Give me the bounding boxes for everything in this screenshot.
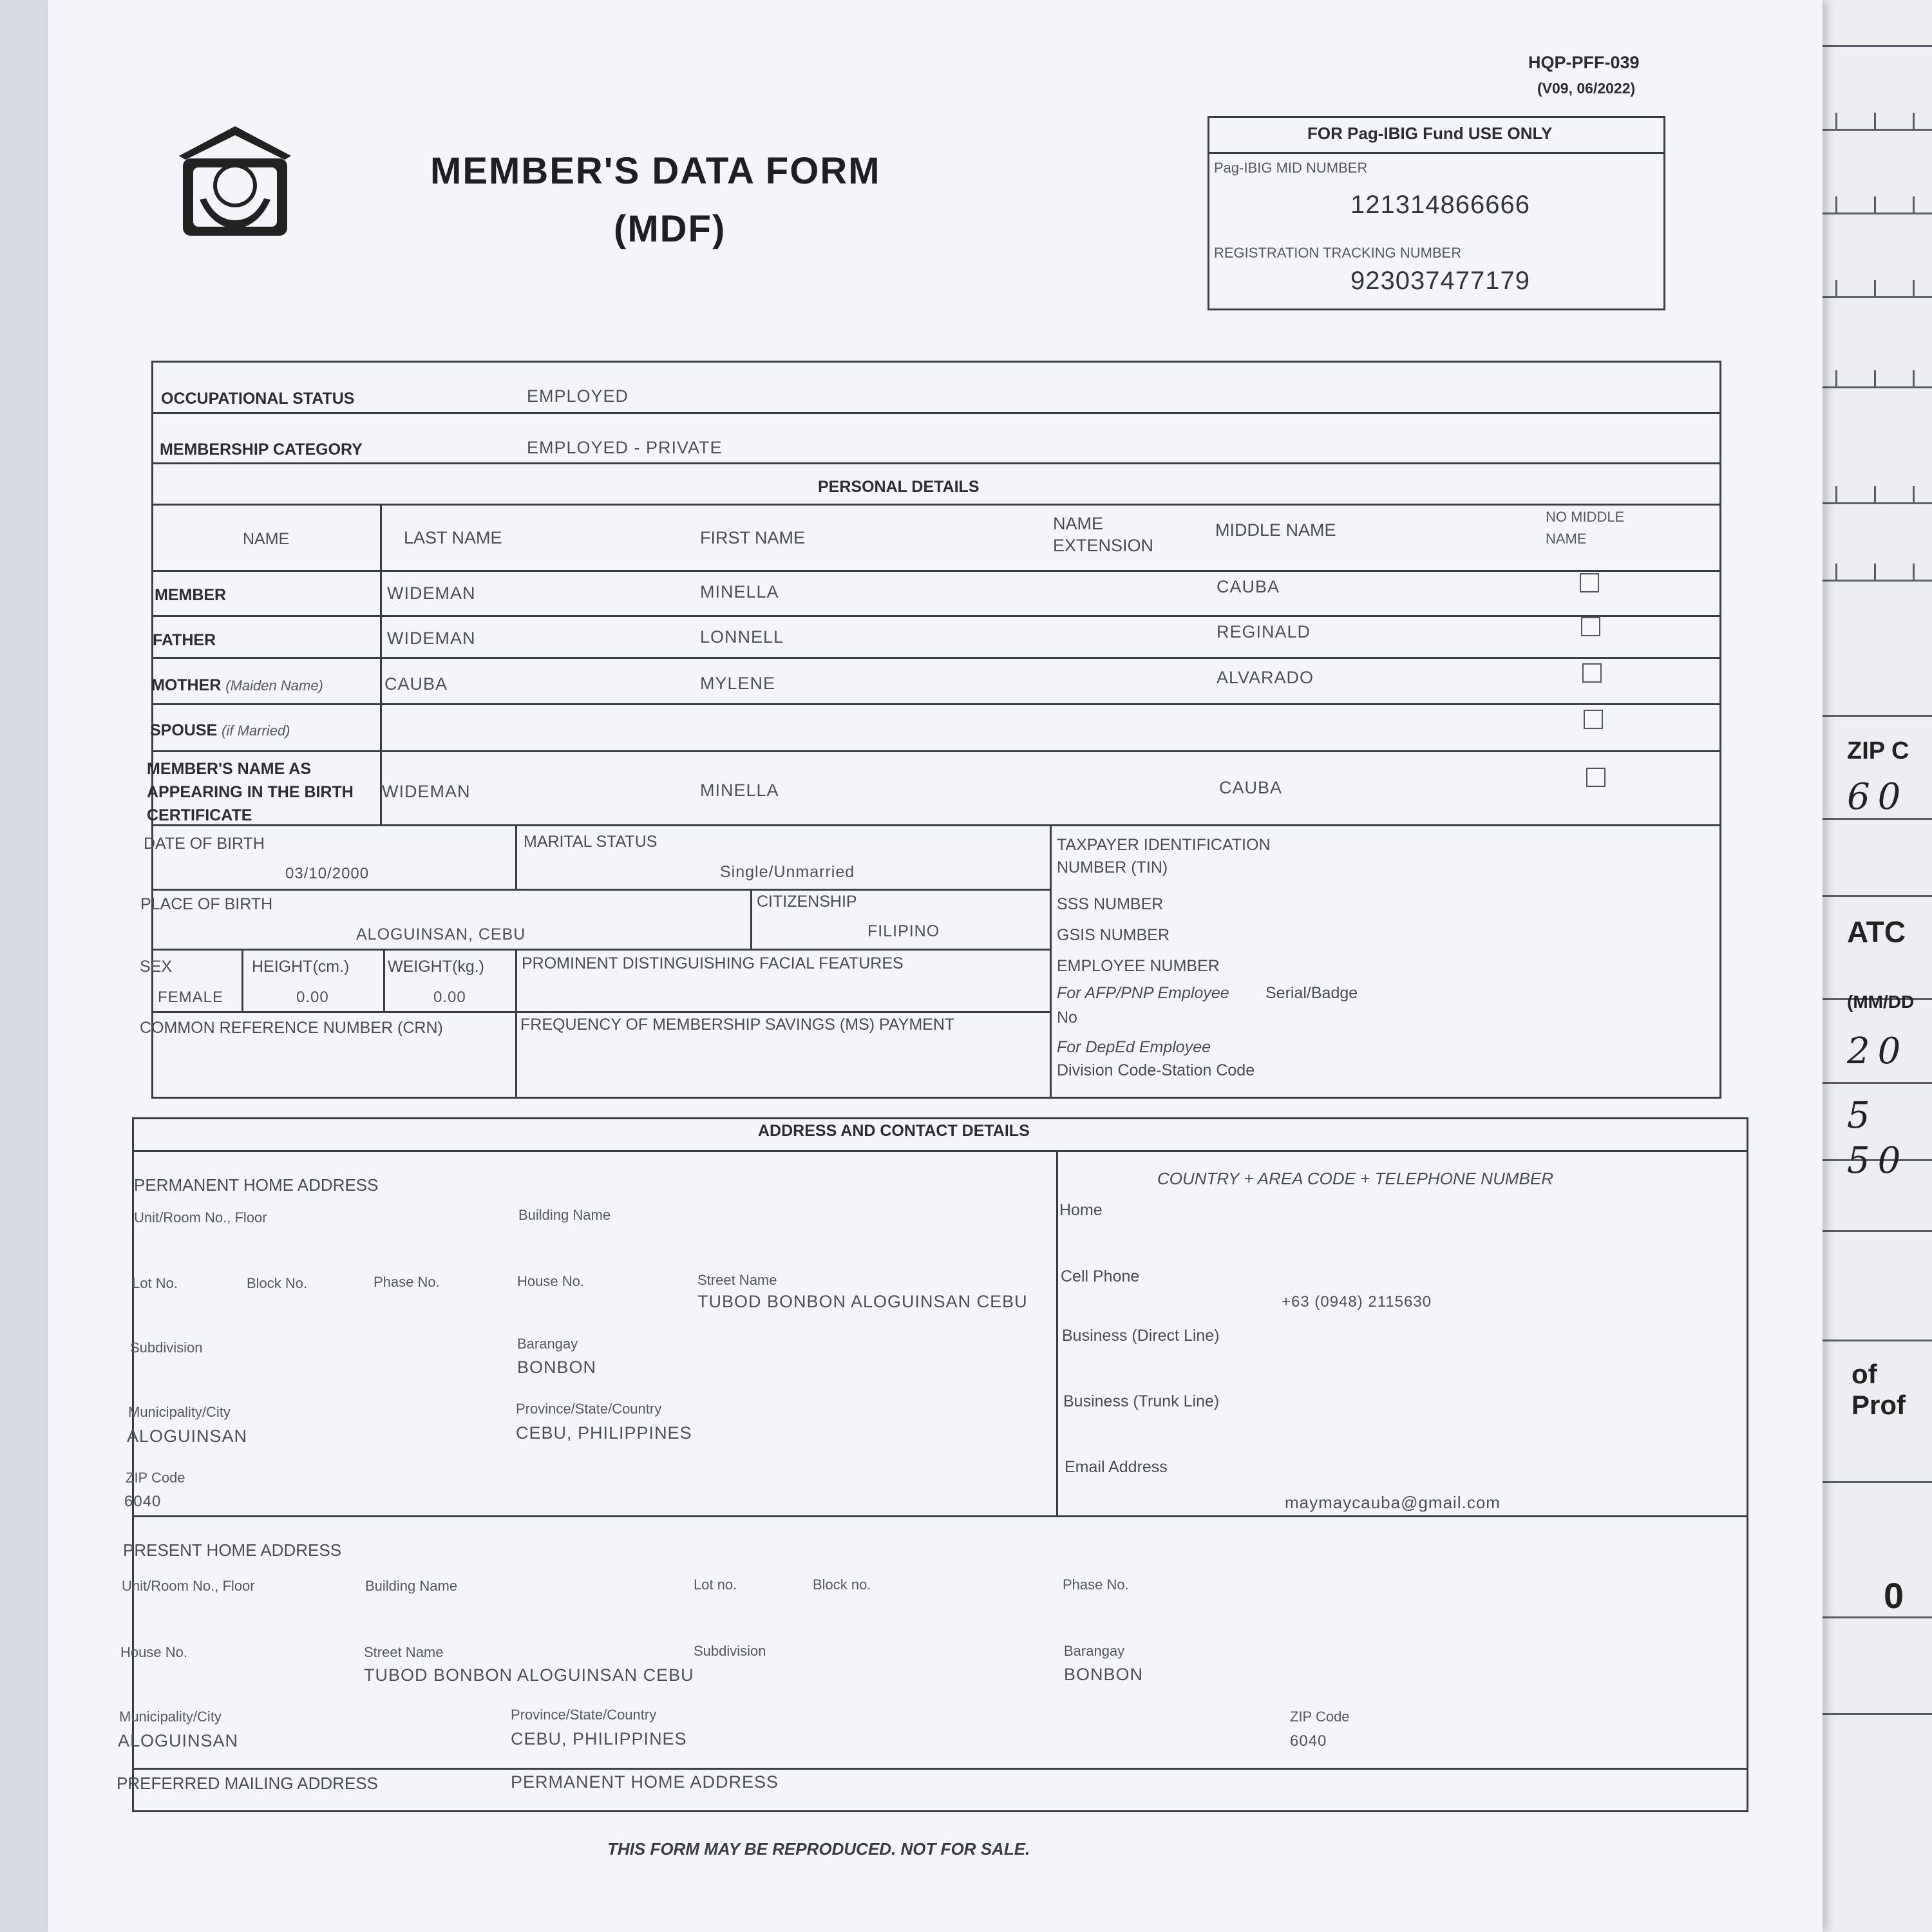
first-name-header: FIRST NAME — [700, 528, 806, 547]
member-last-name: WIDEMAN — [387, 583, 476, 603]
citizenship-value: FILIPINO — [867, 922, 940, 940]
mid-value: 121314866666 — [1350, 191, 1530, 219]
mother-first-name: MYLENE — [700, 674, 776, 693]
cell-phone-label: Cell Phone — [1061, 1267, 1140, 1285]
form-title: MEMBER'S DATA FORM — [430, 150, 881, 192]
perm-province-label: Province/State/Country — [516, 1401, 662, 1417]
pres-barangay-label: Barangay — [1064, 1643, 1125, 1659]
business-trunk-label: Business (Trunk Line) — [1063, 1392, 1220, 1410]
perm-lot-label: Lot No. — [132, 1275, 178, 1291]
pres-block-label: Block no. — [813, 1577, 871, 1593]
pres-unit-label: Unit/Room No., Floor — [122, 1578, 255, 1594]
form-version: (V09, 06/2022) — [1537, 80, 1636, 97]
pres-municipality-label: Municipality/City — [119, 1709, 222, 1725]
pres-street-label: Street Name — [364, 1644, 444, 1660]
pres-zip-value: 6040 — [1290, 1732, 1327, 1750]
bg-date-label: (MM/DD — [1847, 992, 1915, 1012]
perm-block-label: Block No. — [247, 1275, 308, 1291]
present-address-title: PRESENT HOME ADDRESS — [123, 1540, 342, 1560]
afp-pnp-label: For AFP/PNP Employee — [1057, 984, 1229, 1002]
pres-house-label: House No. — [120, 1644, 187, 1660]
employee-number-label: EMPLOYEE NUMBER — [1057, 957, 1220, 975]
division-code-label: Division Code-Station Code — [1057, 1061, 1255, 1079]
father-last-name: WIDEMAN — [387, 629, 476, 648]
perm-street-value: TUBOD BONBON ALOGUINSAN CEBU — [697, 1292, 1028, 1311]
mailing-address-label: PREFERRED MAILING ADDRESS — [117, 1774, 378, 1793]
dob-label: DATE OF BIRTH — [144, 835, 265, 853]
business-direct-label: Business (Direct Line) — [1062, 1327, 1220, 1345]
fund-use-title: FOR Pag-IBIG Fund USE ONLY — [1307, 124, 1553, 143]
bg-atc-label: ATC — [1847, 915, 1906, 949]
email-label: Email Address — [1065, 1458, 1168, 1476]
pres-subdivision-label: Subdivision — [694, 1643, 766, 1659]
contact-title: COUNTRY + AREA CODE + TELEPHONE NUMBER — [1157, 1169, 1553, 1188]
occupational-status-label: OCCUPATIONAL STATUS — [161, 390, 355, 408]
member-no-middle-checkbox[interactable] — [1580, 573, 1599, 592]
dob-value: 03/10/2000 — [285, 865, 370, 882]
rtn-value: 923037477179 — [1350, 267, 1530, 295]
citizenship-label: CITIZENSHIP — [757, 893, 857, 911]
permanent-address-title: PERMANENT HOME ADDRESS — [134, 1175, 379, 1195]
pob-value: ALOGUINSAN, CEBU — [356, 925, 526, 943]
height-value: 0.00 — [296, 989, 329, 1006]
member-data-form — [48, 0, 1823, 1932]
form-subtitle: (MDF) — [614, 208, 726, 250]
address-section-title: ADDRESS AND CONTACT DETAILS — [758, 1122, 1030, 1140]
email-value: maymaycauba@gmail.com — [1285, 1493, 1501, 1512]
bg-zip-label: ZIP C — [1847, 737, 1909, 764]
last-name-header: LAST NAME — [404, 528, 502, 547]
father-middle-name: REGINALD — [1217, 622, 1311, 641]
name-extension-header-1: NAME — [1053, 514, 1104, 533]
sex-label: SEX — [140, 958, 173, 976]
perm-zip-label: ZIP Code — [126, 1470, 185, 1486]
pres-building-label: Building Name — [365, 1578, 458, 1594]
pres-municipality-value: ALOGUINSAN — [118, 1731, 239, 1750]
no-middle-header-2: NAME — [1546, 531, 1587, 547]
spouse-row-note: (if Married) — [222, 723, 290, 739]
form-code: HQP-PFF-039 — [1528, 53, 1640, 72]
pob-label: PLACE OF BIRTH — [140, 895, 273, 913]
occupational-status-value: EMPLOYED — [527, 386, 629, 406]
ms-frequency-label: FREQUENCY OF MEMBERSHIP SAVINGS (MS) PAYMENT — [520, 1016, 955, 1034]
bg-zip-handwriting: 60 — [1847, 776, 1909, 818]
member-row-label: MEMBER — [155, 586, 227, 604]
marital-status-label: MARITAL STATUS — [524, 833, 658, 851]
membership-category-value: EMPLOYED - PRIVATE — [527, 438, 723, 457]
weight-label: WEIGHT(kg.) — [388, 958, 484, 976]
deped-label: For DepEd Employee — [1057, 1038, 1211, 1056]
pres-lot-label: Lot no. — [694, 1577, 737, 1593]
mother-row-label-group — [151, 676, 323, 695]
gsis-label: GSIS NUMBER — [1057, 926, 1170, 944]
birth-cert-no-middle-checkbox[interactable] — [1586, 768, 1605, 787]
membership-category-label: MEMBERSHIP CATEGORY — [160, 440, 363, 459]
spouse-row-label: SPOUSE — [150, 721, 218, 739]
bg-handwriting-3: 50 — [1847, 1140, 1909, 1182]
pres-zip-label: ZIP Code — [1290, 1709, 1350, 1725]
background-document — [1810, 0, 1932, 1932]
bg-handwriting-1: 20 — [1847, 1030, 1909, 1072]
cell-phone-value: +63 (0948) 2115630 — [1282, 1293, 1432, 1311]
perm-street-label: Street Name — [697, 1272, 777, 1288]
pres-street-value: TUBOD BONBON ALOGUINSAN CEBU — [364, 1665, 694, 1685]
birth-cert-label-2: APPEARING IN THE BIRTH — [147, 783, 354, 801]
spouse-no-middle-checkbox[interactable] — [1584, 710, 1603, 729]
perm-municipality-label: Municipality/City — [128, 1404, 231, 1420]
bg-handwriting-2: 5 — [1847, 1095, 1878, 1137]
perm-unit-label: Unit/Room No., Floor — [134, 1209, 267, 1226]
birth-cert-label-1: MEMBER'S NAME AS — [147, 760, 312, 778]
pag-ibig-logo — [174, 122, 296, 242]
mother-middle-name: ALVARADO — [1217, 668, 1314, 687]
weight-value: 0.00 — [433, 989, 466, 1006]
rtn-label: REGISTRATION TRACKING NUMBER — [1214, 245, 1462, 261]
perm-house-label: House No. — [517, 1273, 584, 1289]
no-middle-header-1: NO MIDDLE — [1546, 509, 1625, 525]
tin-label-1: TAXPAYER IDENTIFICATION — [1057, 836, 1271, 854]
mother-last-name: CAUBA — [384, 674, 448, 694]
member-middle-name: CAUBA — [1217, 577, 1280, 596]
tin-label-2: NUMBER (TIN) — [1057, 858, 1168, 876]
mailing-address-value: PERMANENT HOME ADDRESS — [511, 1772, 779, 1792]
mid-label: Pag-IBIG MID NUMBER — [1214, 160, 1368, 176]
sex-value: FEMALE — [158, 989, 224, 1006]
home-phone-label: Home — [1059, 1201, 1103, 1219]
perm-building-label: Building Name — [518, 1207, 611, 1223]
bg-prof-label: of Prof — [1852, 1359, 1906, 1420]
pres-barangay-value: BONBON — [1064, 1665, 1144, 1684]
mother-row-note: (Maiden Name) — [225, 677, 323, 694]
birth-cert-last-name: WIDEMAN — [382, 782, 471, 801]
bg-zero: 0 — [1884, 1575, 1904, 1616]
name-header: NAME — [243, 530, 290, 548]
pres-province-value: CEBU, PHILIPPINES — [511, 1729, 687, 1748]
perm-barangay-label: Barangay — [517, 1336, 578, 1352]
birth-cert-middle-name: CAUBA — [1219, 778, 1283, 797]
personal-details-title: PERSONAL DETAILS — [818, 478, 980, 496]
serial-no-label: No — [1057, 1009, 1077, 1027]
pres-phase-label: Phase No. — [1063, 1577, 1129, 1593]
birth-cert-label-3: CERTIFICATE — [147, 806, 252, 824]
facial-features-label: PROMINENT DISTINGUISHING FACIAL FEATURES — [522, 954, 904, 972]
member-first-name: MINELLA — [700, 582, 779, 601]
name-extension-header-2: EXTENSION — [1053, 536, 1154, 555]
birth-cert-first-name: MINELLA — [700, 781, 779, 800]
crn-label: COMMON REFERENCE NUMBER (CRN) — [140, 1019, 443, 1037]
middle-name-header: MIDDLE NAME — [1215, 520, 1336, 540]
father-first-name: LONNELL — [700, 627, 784, 647]
perm-subdivision-label: Subdivision — [130, 1340, 203, 1356]
sss-label: SSS NUMBER — [1057, 895, 1164, 913]
perm-municipality-value: ALOGUINSAN — [127, 1426, 248, 1446]
perm-zip-value: 6040 — [124, 1493, 162, 1510]
perm-phase-label: Phase No. — [374, 1274, 440, 1290]
footer-note: THIS FORM MAY BE REPRODUCED. NOT FOR SALE. — [607, 1839, 1030, 1859]
father-row-label: FATHER — [153, 631, 216, 649]
pres-province-label: Province/State/Country — [511, 1707, 657, 1723]
serial-badge-label: Serial/Badge — [1265, 984, 1358, 1002]
marital-status-value: Single/Unmarried — [720, 863, 855, 881]
height-label: HEIGHT(cm.) — [252, 958, 350, 976]
mother-row-label: MOTHER — [151, 676, 222, 694]
spouse-row-label-group — [150, 721, 290, 740]
mother-no-middle-checkbox[interactable] — [1582, 663, 1602, 683]
perm-barangay-value: BONBON — [517, 1358, 597, 1377]
father-no-middle-checkbox[interactable] — [1581, 617, 1600, 636]
perm-province-value: CEBU, PHILIPPINES — [516, 1423, 692, 1443]
